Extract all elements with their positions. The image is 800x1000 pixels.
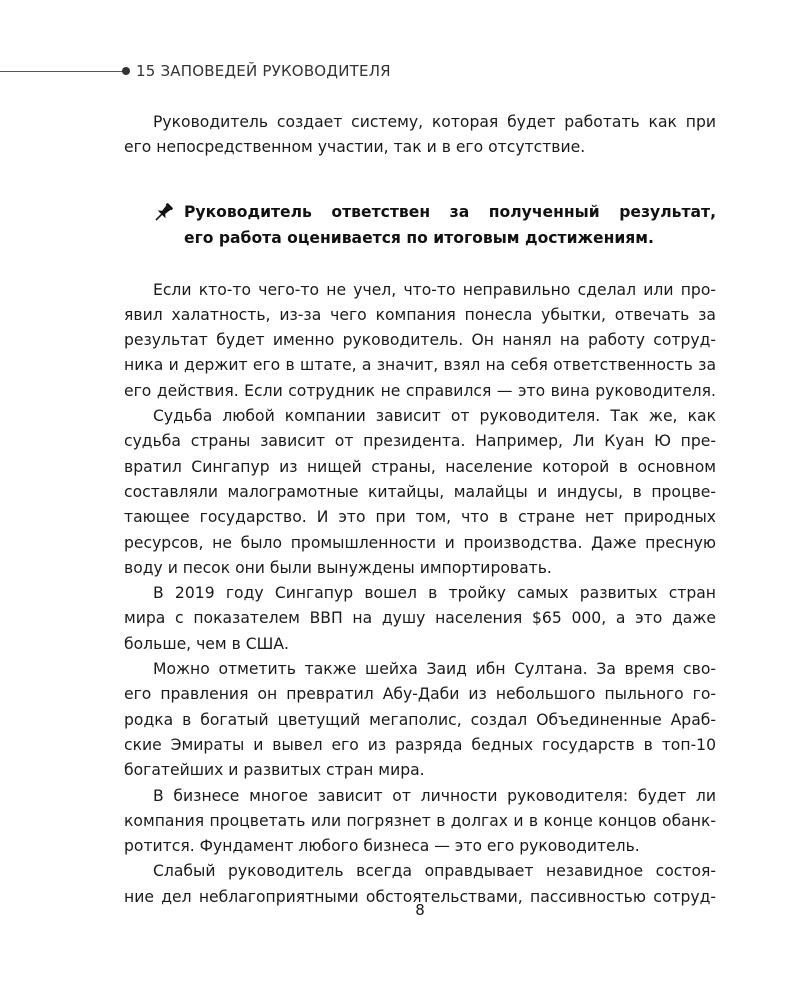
text-line: ние дел неблагоприятными обстоятельствами, пассивностью сотруд-: [124, 887, 716, 906]
text-line: его правления он превратил Абу-Даби из небольшого пыльного го-: [124, 685, 716, 704]
text-line: Слабый руководитель всегда оправдывает незавидное состоя-: [153, 862, 716, 881]
text-line: В бизнесе многое зависит от личности руководителя: будет ли: [153, 786, 716, 805]
page-content: [124, 110, 716, 910]
text-line: его непосредственном участии, так и в его отсутствие.: [124, 138, 586, 157]
page-number: 8: [415, 901, 425, 919]
text-line: Судьба любой компании зависит от руководителя. Так же, как: [153, 407, 716, 426]
pushpin-icon: [151, 201, 175, 225]
text-line: Руководитель создает систему, которая будет работать как при: [153, 113, 716, 131]
text-line: мира с показателем ВВП на душу населения $65 000, а это даже: [124, 609, 716, 628]
text-line: судьба страны зависит от президента. Например, Ли Куан Ю пре-: [124, 432, 716, 451]
text-line: результат будет именно руководитель. Он нанял на работу сотруд-: [124, 331, 716, 350]
text-line: богатейших и развитых стран мира.: [124, 761, 425, 780]
callout-highlight: [124, 199, 716, 251]
text-line: В 2019 году Сингапур вошел в тройку самых развитых стран: [153, 584, 716, 603]
callout-line: Руководитель ответствен за полученный результат,: [184, 202, 716, 221]
lead-paragraph: [124, 110, 716, 161]
text-line: ротится. Фундамент любого бизнеса — это его руководитель.: [124, 837, 640, 856]
callout-line: его работа оценивается по итоговым достижениям.: [184, 228, 654, 247]
body-text: [124, 278, 716, 910]
text-line: вратил Сингапур из нищей страны, население которой в основном: [124, 457, 716, 476]
text-line: явил халатность, из-за чего компания понесла убытки, отвечать за: [124, 305, 716, 324]
text-line: компания процветать или погрязнет в долгах и в конце концов обанк-: [124, 811, 716, 830]
text-line: воду и песок они были вынуждены импортировать.: [124, 558, 552, 577]
text-line: Если кто-то чего-то не учел, что-то неправильно сделал или про-: [153, 280, 716, 299]
header-rule: [0, 71, 123, 72]
text-line: Можно отметить также шейха Заид ибн Султана. За время сво-: [153, 660, 716, 679]
text-line: ресурсов, не было промышленности и производства. Даже пресную: [124, 533, 716, 552]
text-line: родка в богатый цветущий мегаполис, создал Объединенные Араб-: [124, 710, 716, 729]
text-line: ника и держит его в штате, а значит, взял на себя ответственность за: [124, 356, 716, 375]
text-line: его действия. Если сотрудник не справился — это вина руководителя.: [124, 381, 716, 400]
text-line: больше, чем в США.: [124, 634, 289, 653]
text-line: ские Эмираты и вывел его из разряда бедных государств в топ-10: [124, 735, 716, 754]
text-line: тающее государство. И это при том, что в стране нет природных: [124, 508, 716, 527]
text-line: составляли малограмотные китайцы, малайцы и индусы, в процве-: [124, 482, 716, 501]
header-bullet-dot: [122, 67, 130, 75]
running-head-title: 15 ЗАПОВЕДЕЙ РУКОВОДИТЕЛЯ: [136, 62, 391, 80]
